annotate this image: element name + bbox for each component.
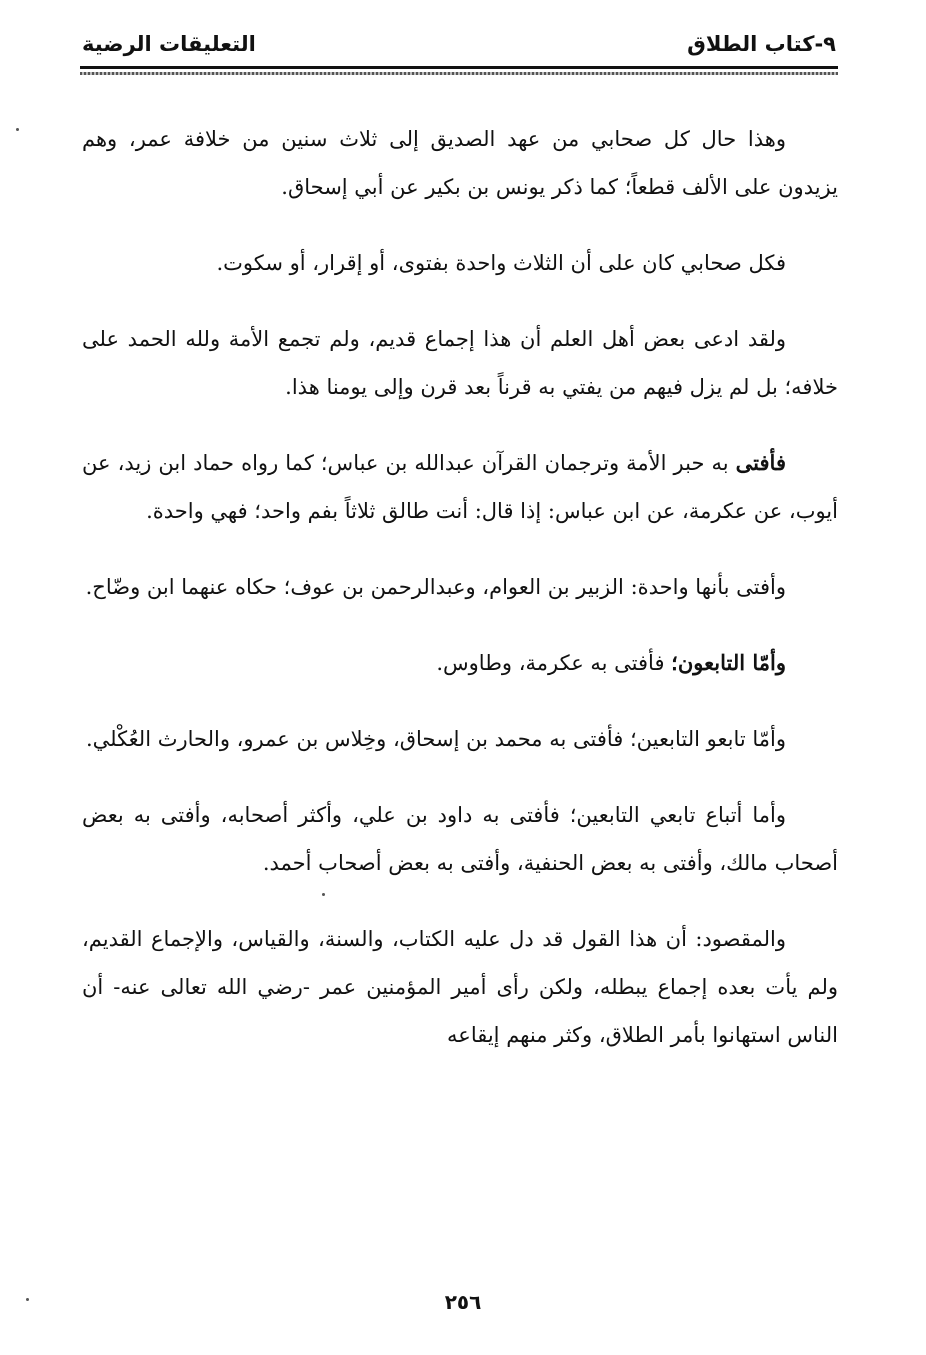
scan-speck <box>322 893 325 896</box>
scan-speck <box>26 1298 29 1301</box>
paragraph-text: وأما أتباع تابعي التابعين؛ فأفتى به داود بن علي، وأكثر أصحابه، وأفتى به بعض أصحاب مالك، وأفتى به بعض الحنفية، وأفتى به بعض أصحاب أحمد. <box>82 803 838 875</box>
paragraph-text: وأفتى بأنها واحدة: الزبير بن العوام، وعبدالرحمن بن عوف؛ حكاه عنهما ابن وضّاح. <box>85 575 786 599</box>
paragraph-text: فكل صحابي كان على أن الثلاث واحدة بفتوى، أو إقرار، أو سكوت. <box>216 251 786 275</box>
paragraph-text: والمقصود: أن هذا القول قد دل عليه الكتاب، والسنة، والقياس، والإجماع القديم، ولم يأت بعده إجماع يبطله، ولكن رأى أمير المؤمنين عمر -رضي الله تعالى عنه- أن الناس استهانوا بأمر الطلاق، وكثر منهم إيقاعه <box>82 927 838 1047</box>
body-text <box>82 115 838 1087</box>
book-title: التعليقات الرضية <box>82 32 256 56</box>
paragraph-text: وهذا حال كل صحابي من عهد الصديق إلى ثلاث سنين من خلافة عمر، وهم يزيدون على الألف قطعاً؛ كما ذكر يونس بن بكير عن أبي إسحاق. <box>82 127 838 199</box>
chapter-title: ٩-كتاب الطلاق <box>687 32 836 56</box>
page-number: ٢٥٦ <box>444 1290 482 1314</box>
running-header <box>80 26 838 76</box>
paragraph-text: به حبر الأمة وترجمان القرآن عبدالله بن عباس؛ كما رواه حماد ابن زيد، عن أيوب، عن عكرمة، عن ابن عباس: إذا قال: أنت طالق ثلاثاً بفم واحد؛ فهي واحدة. <box>82 451 838 523</box>
paragraph-lead: وأمّا التابعون؛ <box>671 650 786 675</box>
paragraph <box>82 115 838 211</box>
paragraph-text: ولقد ادعى بعض أهل العلم أن هذا إجماع قديم، ولم تجمع الأمة ولله الحمد على خلافه؛ بل لم يزل فيهم من يفتي به قرناً بعد قرن وإلى يومنا هذا. <box>82 327 838 399</box>
paragraph-lead: فأفتى <box>735 450 786 475</box>
header-rule-dotted <box>80 72 838 75</box>
paragraph <box>82 791 838 887</box>
paragraph <box>82 315 838 411</box>
paragraph <box>82 239 838 287</box>
paragraph-text: فأفتى به عكرمة، وطاوس. <box>436 651 672 675</box>
paragraph <box>82 915 838 1059</box>
paragraph-text: وأمّا تابعو التابعين؛ فأفتى به محمد بن إسحاق، وخِلاس بن عمرو، والحارث العُكْلي. <box>85 727 786 751</box>
paragraph <box>82 439 838 535</box>
paragraph <box>82 715 838 763</box>
header-rule <box>80 66 838 69</box>
paragraph <box>82 639 838 687</box>
scan-speck <box>16 128 19 131</box>
paragraph <box>82 563 838 611</box>
